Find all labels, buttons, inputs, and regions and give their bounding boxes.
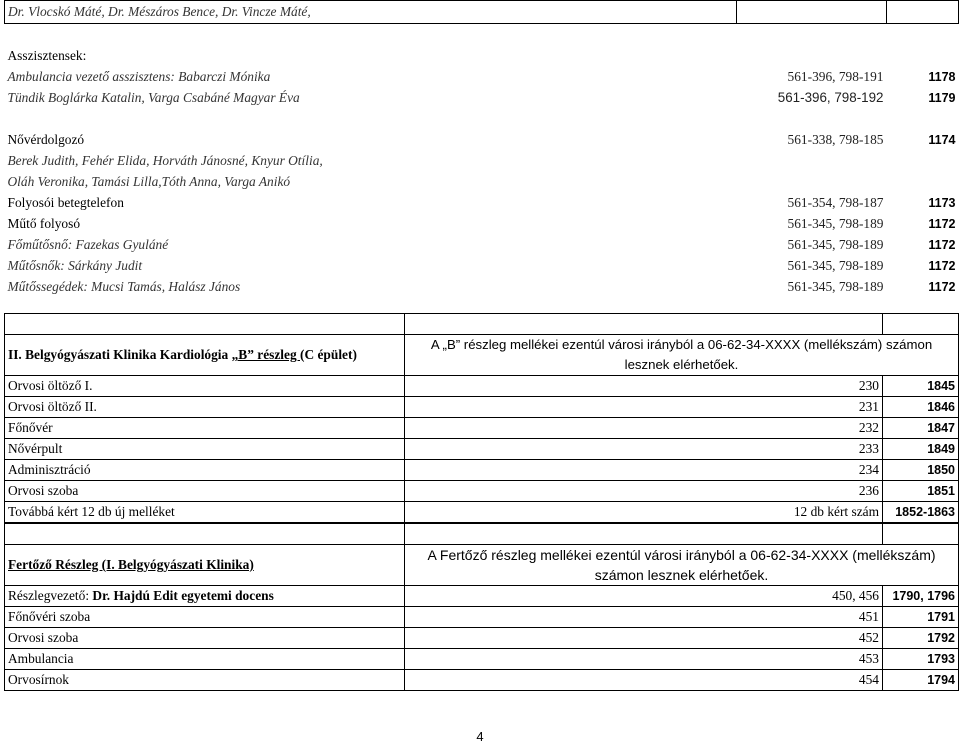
row-extension: 1847	[883, 418, 959, 439]
row-extension: 1845	[883, 376, 959, 397]
empty-cell	[737, 1, 887, 24]
row-label: Oláh Veronika, Tamási Lilla,Tóth Anna, Varga Anikó	[7, 173, 291, 189]
table-row	[5, 670, 959, 691]
assistants-header-row	[5, 45, 959, 66]
row-label: Orvosi szoba	[5, 628, 405, 649]
row-numbers: 453	[405, 649, 883, 670]
row-numbers: 561-396, 798-192	[777, 90, 884, 105]
row-numbers: 231	[405, 397, 883, 418]
table-row	[5, 66, 959, 87]
row-extension: 1179	[928, 90, 956, 105]
section-header-row	[5, 545, 959, 586]
table-row	[5, 439, 959, 460]
row-numbers: 232	[405, 418, 883, 439]
row-extension: 1850	[883, 460, 959, 481]
empty-cell	[5, 524, 405, 545]
row-label: Orvosi öltöző II.	[5, 397, 405, 418]
table-row	[5, 255, 959, 276]
empty-cell	[405, 524, 883, 545]
section-note: A Fertőző részleg mellékei ezentúl városi irányból a 06-62-34-XXXX (mellékszám) számon lesznek elérhetőek.	[405, 545, 959, 586]
row-extension: 1851	[883, 481, 959, 502]
row-extension: 1174	[928, 132, 956, 147]
row-extension: 1172	[928, 237, 956, 252]
empty-cell	[5, 314, 405, 335]
empty-cell	[887, 1, 959, 24]
row-extension: 1173	[928, 195, 956, 210]
row-numbers: 561-345, 798-189	[787, 236, 884, 252]
page-number: 4	[476, 729, 484, 744]
section-title-prefix: II. Belgyógyászati Klinika Kardiológia	[8, 347, 232, 362]
table-row	[5, 171, 959, 192]
row-label: Orvosírnok	[5, 670, 405, 691]
row-numbers: 561-338, 798-185	[787, 131, 884, 147]
row-extension: 1172	[928, 279, 956, 294]
table-row	[5, 628, 959, 649]
row-extension: 1793	[883, 649, 959, 670]
row-numbers	[737, 171, 887, 192]
section-note: A „B” részleg mellékei ezentúl városi irányból a 06-62-34-XXXX (mellékszám) számon lesznek elérhetőek.	[405, 335, 959, 376]
row-numbers: 451	[405, 607, 883, 628]
row-extension: 1846	[883, 397, 959, 418]
table-row	[5, 150, 959, 171]
row-label: Ambulancia vezető asszisztens: Babarczi Mónika	[7, 68, 271, 84]
infectious-ward-table	[4, 523, 959, 691]
empty-cell	[405, 314, 883, 335]
row-numbers: 452	[405, 628, 883, 649]
staff-table	[4, 0, 959, 297]
spacer-row	[5, 108, 959, 129]
row-label: Adminisztráció	[5, 460, 405, 481]
empty-cell	[883, 524, 959, 545]
table-row	[5, 192, 959, 213]
empty-cell	[883, 314, 959, 335]
section-title	[5, 335, 405, 376]
row-numbers: 561-354, 798-187	[787, 194, 884, 210]
row-extension	[887, 171, 959, 192]
row-label: Műtősnők: Sárkány Judit	[7, 257, 143, 273]
row-numbers: 236	[405, 481, 883, 502]
table-row	[5, 376, 959, 397]
spacer-row	[5, 24, 959, 46]
row-numbers: 230	[405, 376, 883, 397]
row-label: Főnővér	[5, 418, 405, 439]
row-extension	[887, 150, 959, 171]
row-extension: 1794	[883, 670, 959, 691]
section-title-underlined: „B” részleg	[231, 347, 300, 362]
row-label: Ambulancia	[5, 649, 405, 670]
table-row	[5, 607, 959, 628]
row-numbers: 561-396, 798-191	[787, 68, 884, 84]
lead-prefix: Részlegvezető:	[8, 588, 93, 603]
row-extension: 1790, 1796	[883, 586, 959, 607]
table-row	[5, 276, 959, 297]
row-extension: 1178	[928, 69, 956, 84]
cardiology-b-table	[4, 313, 959, 523]
row-extension: 1791	[883, 607, 959, 628]
row-numbers: 454	[405, 670, 883, 691]
table-row	[5, 87, 959, 108]
row-label: Főnővéri szoba	[5, 607, 405, 628]
section-title: Fertőző Részleg (I. Belgyógyászati Klinika)	[5, 545, 405, 586]
table-row	[5, 418, 959, 439]
row-numbers: 561-345, 798-189	[787, 215, 884, 231]
row-label: Nővérdolgozó	[7, 131, 85, 147]
row-label: Berek Judith, Fehér Elida, Horváth Jánosné, Knyur Otília,	[7, 152, 323, 168]
table-row	[5, 234, 959, 255]
row-numbers: 450, 456	[405, 586, 883, 607]
section-title-suffix: (C épület)	[300, 347, 357, 362]
row-label	[5, 586, 405, 607]
lead-name: Dr. Hajdú Edit egyetemi docens	[92, 588, 274, 603]
row-numbers: 561-345, 798-189	[787, 257, 884, 273]
section-header-row	[5, 335, 959, 376]
doctors-row	[5, 1, 959, 24]
row-label: Nővérpult	[5, 439, 405, 460]
row-numbers: 234	[405, 460, 883, 481]
row-label: Tündik Boglárka Katalin, Varga Csabáné Magyar Éva	[7, 89, 300, 105]
table-row	[5, 649, 959, 670]
table-row	[5, 502, 959, 523]
row-label: Folyosói betegtelefon	[7, 194, 124, 210]
row-label: Műtőssegédek: Mucsi Tamás, Halász János	[7, 278, 241, 294]
row-numbers: 12 db kért szám	[405, 502, 883, 523]
row-label: Orvosi öltöző I.	[5, 376, 405, 397]
doctors-line: Dr. Vlocskó Máté, Dr. Mészáros Bence, Dr. Vincze Máté,	[5, 1, 737, 24]
table-row	[5, 586, 959, 607]
row-extension: 1172	[928, 216, 956, 231]
row-extension: 1792	[883, 628, 959, 649]
row-label: Főműtősnő: Fazekas Gyuláné	[7, 236, 169, 252]
table-row	[5, 213, 959, 234]
table-row	[5, 481, 959, 502]
row-numbers: 233	[405, 439, 883, 460]
row-extension: 1849	[883, 439, 959, 460]
row-numbers: 561-345, 798-189	[787, 278, 884, 294]
table-row	[5, 129, 959, 150]
row-extension: 1852-1863	[883, 502, 959, 523]
row-label: Továbbá kért 12 db új melléket	[5, 502, 405, 523]
row-numbers	[737, 150, 887, 171]
row-label: Műtő folyosó	[7, 215, 81, 231]
table-row	[5, 397, 959, 418]
row-label: Orvosi szoba	[5, 481, 405, 502]
row-extension: 1172	[928, 258, 956, 273]
table-row	[5, 460, 959, 481]
assistants-label: Asszisztensek:	[7, 47, 87, 63]
